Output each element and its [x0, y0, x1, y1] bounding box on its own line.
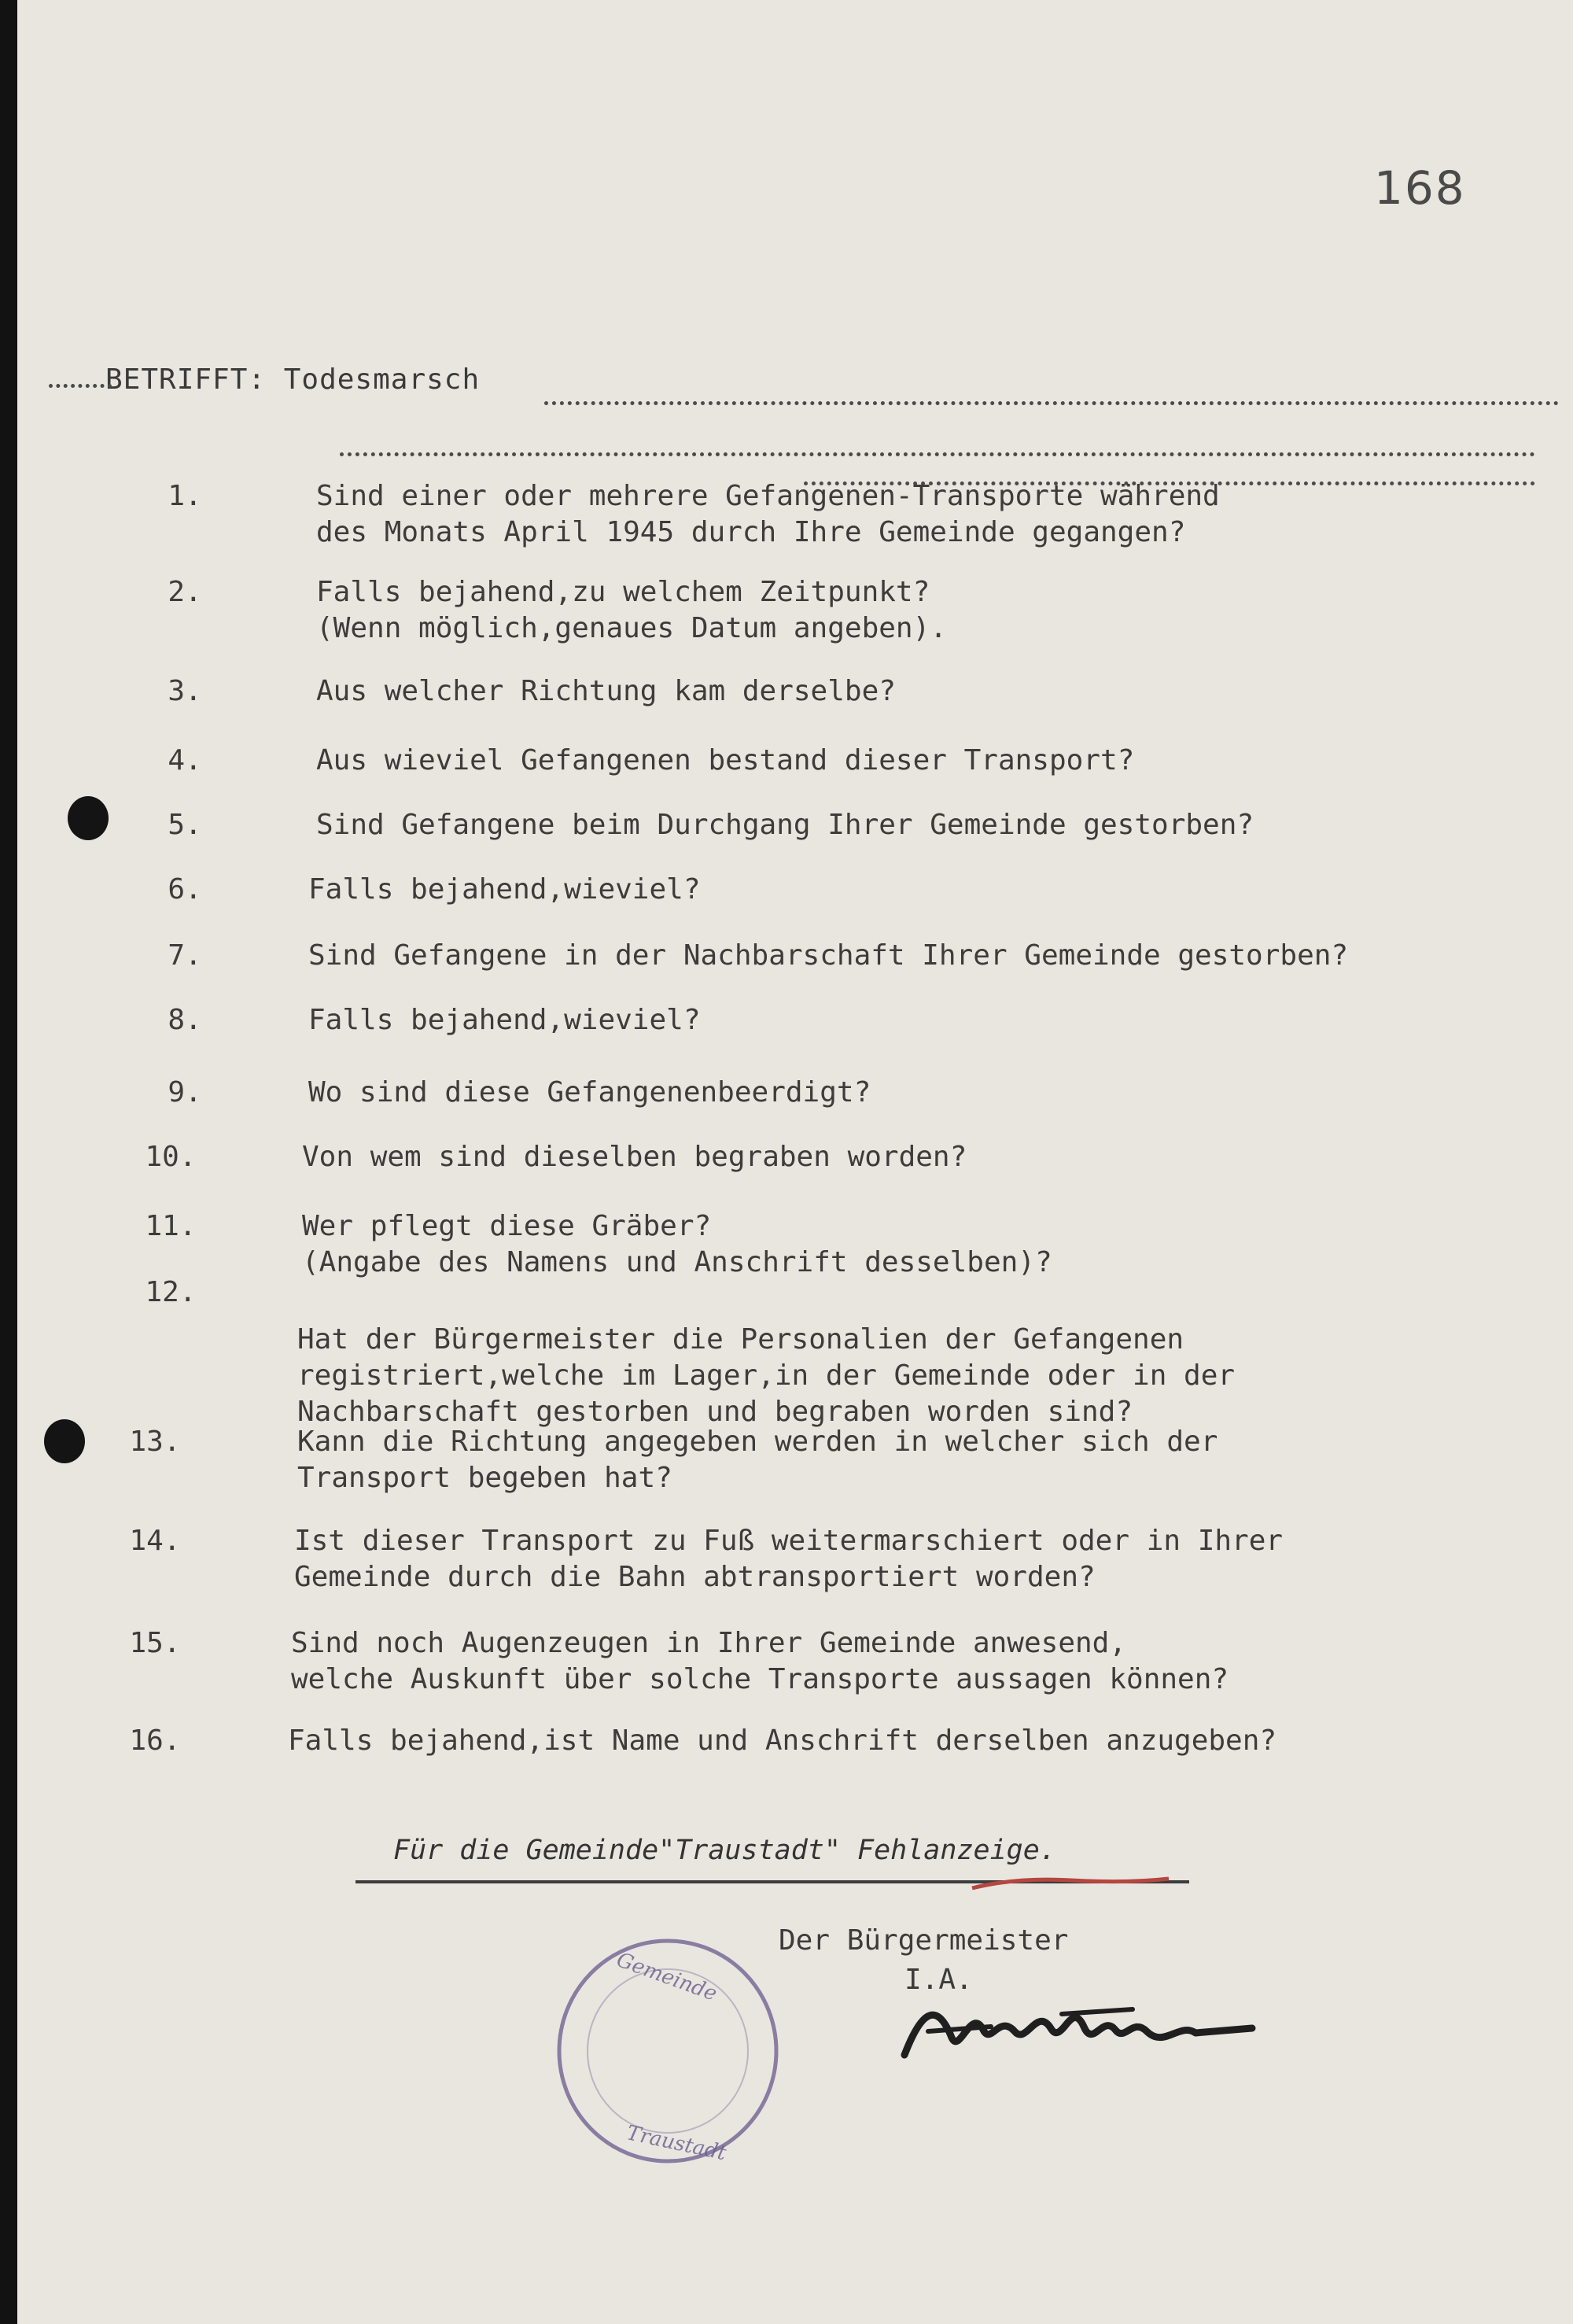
question-text: Wer pflegt diese Gräber? (Angabe des Namens und Anschrift desselben)? — [302, 1210, 1052, 1278]
question-number: 14. — [129, 1525, 181, 1557]
subject-dotted-rule — [49, 384, 112, 388]
question-number: 16. — [129, 1725, 181, 1757]
question-text: Kann die Richtung angegeben werden in welcher sich der Transport begeben hat? — [297, 1426, 1218, 1494]
question-number: 9. — [168, 1076, 202, 1109]
question-text: Falls bejahend,ist Name und Anschrift derselben anzugeben? — [288, 1725, 1277, 1757]
question-number: 4. — [168, 744, 202, 777]
question-text: Sind Gefangene in der Nachbarschaft Ihrer Gemeinde gestorben? — [308, 939, 1349, 972]
stamp-bottom-text: Traustadt — [624, 2121, 728, 2166]
answer-line: Für die Gemeinde"Traustadt" Fehlanzeige. — [393, 1835, 1056, 1866]
question-number: 1. — [168, 480, 202, 512]
question-text: Falls bejahend,zu welchem Zeitpunkt? (Wenn möglich,genaues Datum angeben). — [316, 576, 947, 644]
question-text: Wo sind diese Gefangenenbeerdigt? — [308, 1076, 871, 1109]
red-pencil-mark — [969, 1874, 1173, 1891]
mayor-title: Der Bürgermeister — [779, 1924, 1069, 1957]
question-text: Sind Gefangene beim Durchgang Ihrer Gemeinde gestorben? — [316, 809, 1254, 841]
page-number: 168 — [1374, 161, 1466, 215]
question-number: 7. — [168, 939, 202, 972]
question-text: Falls bejahend,wieviel? — [308, 873, 701, 906]
question-number: 11. — [145, 1210, 197, 1242]
question-text: Aus wieviel Gefangenen bestand dieser Transport? — [316, 744, 1135, 777]
question-number: 3. — [168, 675, 202, 707]
question-text: Hat der Bürgermeister die Personalien der Gefangenen registriert,welche im Lager,in der Gemeinde oder in der Nachbarschaft gestorben und begraben worden sind? — [297, 1323, 1236, 1428]
punch-hole — [68, 796, 109, 840]
punch-hole — [44, 1419, 85, 1463]
question-number: 2. — [168, 576, 202, 608]
question-number: 15. — [129, 1627, 181, 1659]
document-page — [17, 0, 1573, 2324]
question-number: 5. — [168, 809, 202, 841]
question-text: Falls bejahend,wieviel? — [308, 1004, 701, 1036]
question-text: Sind einer oder mehrere Gefangenen-Transporte während des Monats April 1945 durch Ihre Gemeinde gegangen? — [316, 480, 1220, 548]
question-number: 12. — [145, 1276, 197, 1308]
question-text: Von wem sind dieselben begraben worden? — [302, 1141, 967, 1173]
question-text: Aus welcher Richtung kam derselbe? — [316, 675, 896, 707]
municipal-stamp — [546, 1929, 790, 2173]
subject-line: BETRIFFT: Todesmarsch — [105, 363, 481, 396]
question-number: 10. — [145, 1141, 197, 1173]
question-text: Ist dieser Transport zu Fuß weitermarschiert oder in Ihrer Gemeinde durch die Bahn abtransportiert worden? — [294, 1525, 1284, 1593]
on-behalf-label: I.A. — [904, 1964, 973, 1996]
subject-dotted-rule — [340, 452, 1535, 456]
subject-dotted-rule — [544, 401, 1559, 405]
handwritten-signature — [897, 1983, 1258, 2069]
question-number: 13. — [129, 1426, 181, 1458]
question-number: 8. — [168, 1004, 202, 1036]
stamp-top-text: Gemeinde — [613, 1948, 720, 2006]
question-number: 6. — [168, 873, 202, 906]
question-text: Sind noch Augenzeugen in Ihrer Gemeinde anwesend, welche Auskunft über solche Transporte aussagen können? — [291, 1627, 1229, 1695]
